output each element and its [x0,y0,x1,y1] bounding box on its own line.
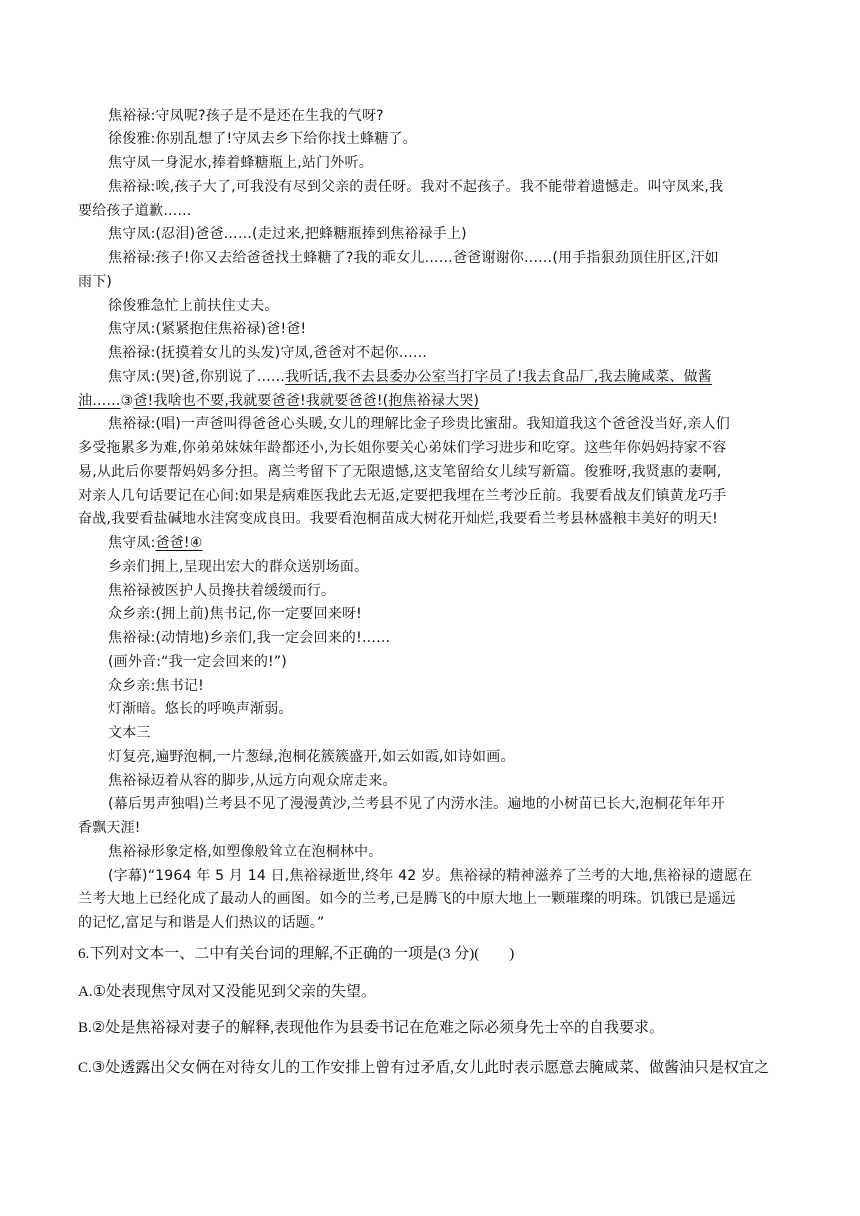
speaker-text: 焦守凤:(哭)爸,你别说了…… [108,369,286,385]
underlined-text: 我听话,我不去县委办公室当打字员了!我去食品厂,我去腌咸菜、做酱 [285,369,713,385]
script-line: 的记忆,富足与和谐是人们热议的话题。” [78,915,325,931]
script-line: 多受拖累多为难,你弟弟妹妹年龄都还小,为长姐你要关心弟妹们学习进步和吃穿。这些年你妈妈持家不容 [78,440,727,456]
script-line: (幕后男声独唱)兰考县不见了漫漫黄沙,兰考县不见了内涝水洼。遍地的小树苗已长大,泡桐花年年开 [108,796,726,812]
script-line: 徐俊雅:你别乱想了!守凤去乡下给你找土蜂糖了。 [108,131,417,147]
script-line [108,533,860,553]
underlined-text: 爸!我啥也不要,我就要爸爸!我就要爸爸!(抱焦裕禄大哭) [133,393,480,409]
script-line: 灯渐暗。悠长的呼唤声渐弱。 [108,701,293,717]
underlined-text: 油…… [78,393,121,409]
script-line: 对亲人几句话要记在心间:如果是病难医我此去无返,定要把我埋在兰考沙丘前。我要看战友们镇黄龙巧手 [78,488,727,504]
script-line: 众乡亲:焦书记! [108,678,204,694]
answer-option-a: A.①处表现焦守凤对又没能见到父亲的失望。 [78,984,377,1000]
script-line: 众乡亲:(拥上前)焦书记,你一定要回来呀! [108,606,362,622]
script-line: 焦裕禄形象定格,如塑像般耸立在泡桐林中。 [108,844,383,860]
script-line: 焦裕禄:孩子!你又去给爸爸找土蜂糖了?我的乖女儿……爸爸谢谢你……(用手指狠劲顶住肝区,汗如 [108,250,719,266]
question-stem: 6.下列对文本一、二中有关台词的理解,不正确的一项是(3 分)( ) [78,946,515,962]
script-line: 焦裕禄:唉,孩子大了,可我没有尽到父亲的责任呀。我对不起孩子。我不能带着遗憾走。叫守凤来,我 [108,179,724,195]
marker-label: ③ [120,393,134,409]
script-line: 易,从此后你要帮妈妈多分担。离兰考留下了无限遗憾,这支笔留给女儿续写新篇。俊雅呀,我贤惠的妻啊, [78,464,722,480]
script-line: 焦守凤一身泥水,捧着蜂糖瓶上,站门外听。 [108,155,373,171]
speaker-text: 焦守凤: [108,535,156,551]
script-line: 焦守凤:(紧紧抱住焦裕禄)爸!爸! [108,321,307,337]
script-line: 要给孩子道歉…… [78,203,192,219]
script-line: 焦裕禄被医护人员搀扶着缓缓而行。 [108,583,336,599]
script-line: (字幕)“1964 年 5 月 14 日,焦裕禄逝世,终年 42 岁。焦裕禄的精神滋养了兰考的大地,焦裕禄的遗愿在 [108,868,753,884]
script-line: 焦裕禄:(抚摸着女儿的头发)守凤,爸爸对不起你…… [108,345,428,361]
underlined-text: 爸爸!④ [155,535,203,551]
answer-option-b: B.②处是焦裕禄对妻子的解释,表现他作为县委书记在危难之际必须身先士卒的自我要求。 [78,1020,664,1036]
script-line: 焦裕禄迈着从容的脚步,从远方向观众席走来。 [108,773,397,789]
script-line: (画外音:“我一定会回来的!”) [108,654,287,670]
script-line: 灯复亮,遍野泡桐,一片葱绿,泡桐花簇簇盛开,如云如霞,如诗如画。 [108,749,515,765]
script-line: 兰考大地上已经化成了最动人的画图。如今的兰考,已是腾飞的中原大地上一颗璀璨的明珠。饥饿已是遥远 [78,891,736,907]
script-line: 雨下) [78,274,113,290]
answer-option-c: C.③处透露出父女俩在对待女儿的工作安排上曾有过矛盾,女儿此时表示愿意去腌咸菜、做酱油只是权宜之 [78,1060,769,1076]
script-line: 徐俊雅急忙上前扶住丈夫。 [108,298,279,314]
script-line [108,367,860,387]
script-line: 焦裕禄:守凤呢?孩子是不是还在生我的气呀? [108,108,384,124]
script-line: 焦守凤:(忍泪)爸爸……(走过来,把蜂糖瓶捧到焦裕禄手上) [108,226,467,242]
script-line: 乡亲们拥上,呈现出宏大的群众送别场面。 [108,559,369,575]
script-line: 奋战,我要看盐碱地水洼窝变成良田。我要看泡桐苗成大树花开灿烂,我要看兰考县林盛粮丰美好的明天! [78,511,718,527]
script-line: 焦裕禄:(动情地)乡亲们,我一定会回来的!…… [108,630,391,646]
script-line [78,391,860,411]
section-heading: 文本三 [108,725,151,741]
script-line: 焦裕禄:(唱)一声爸叫得爸爸心头暖,女儿的理解比金子珍贵比蜜甜。我知道我这个爸爸没当好,亲人们 [108,416,730,432]
script-line: 香飘天涯! [78,820,141,836]
